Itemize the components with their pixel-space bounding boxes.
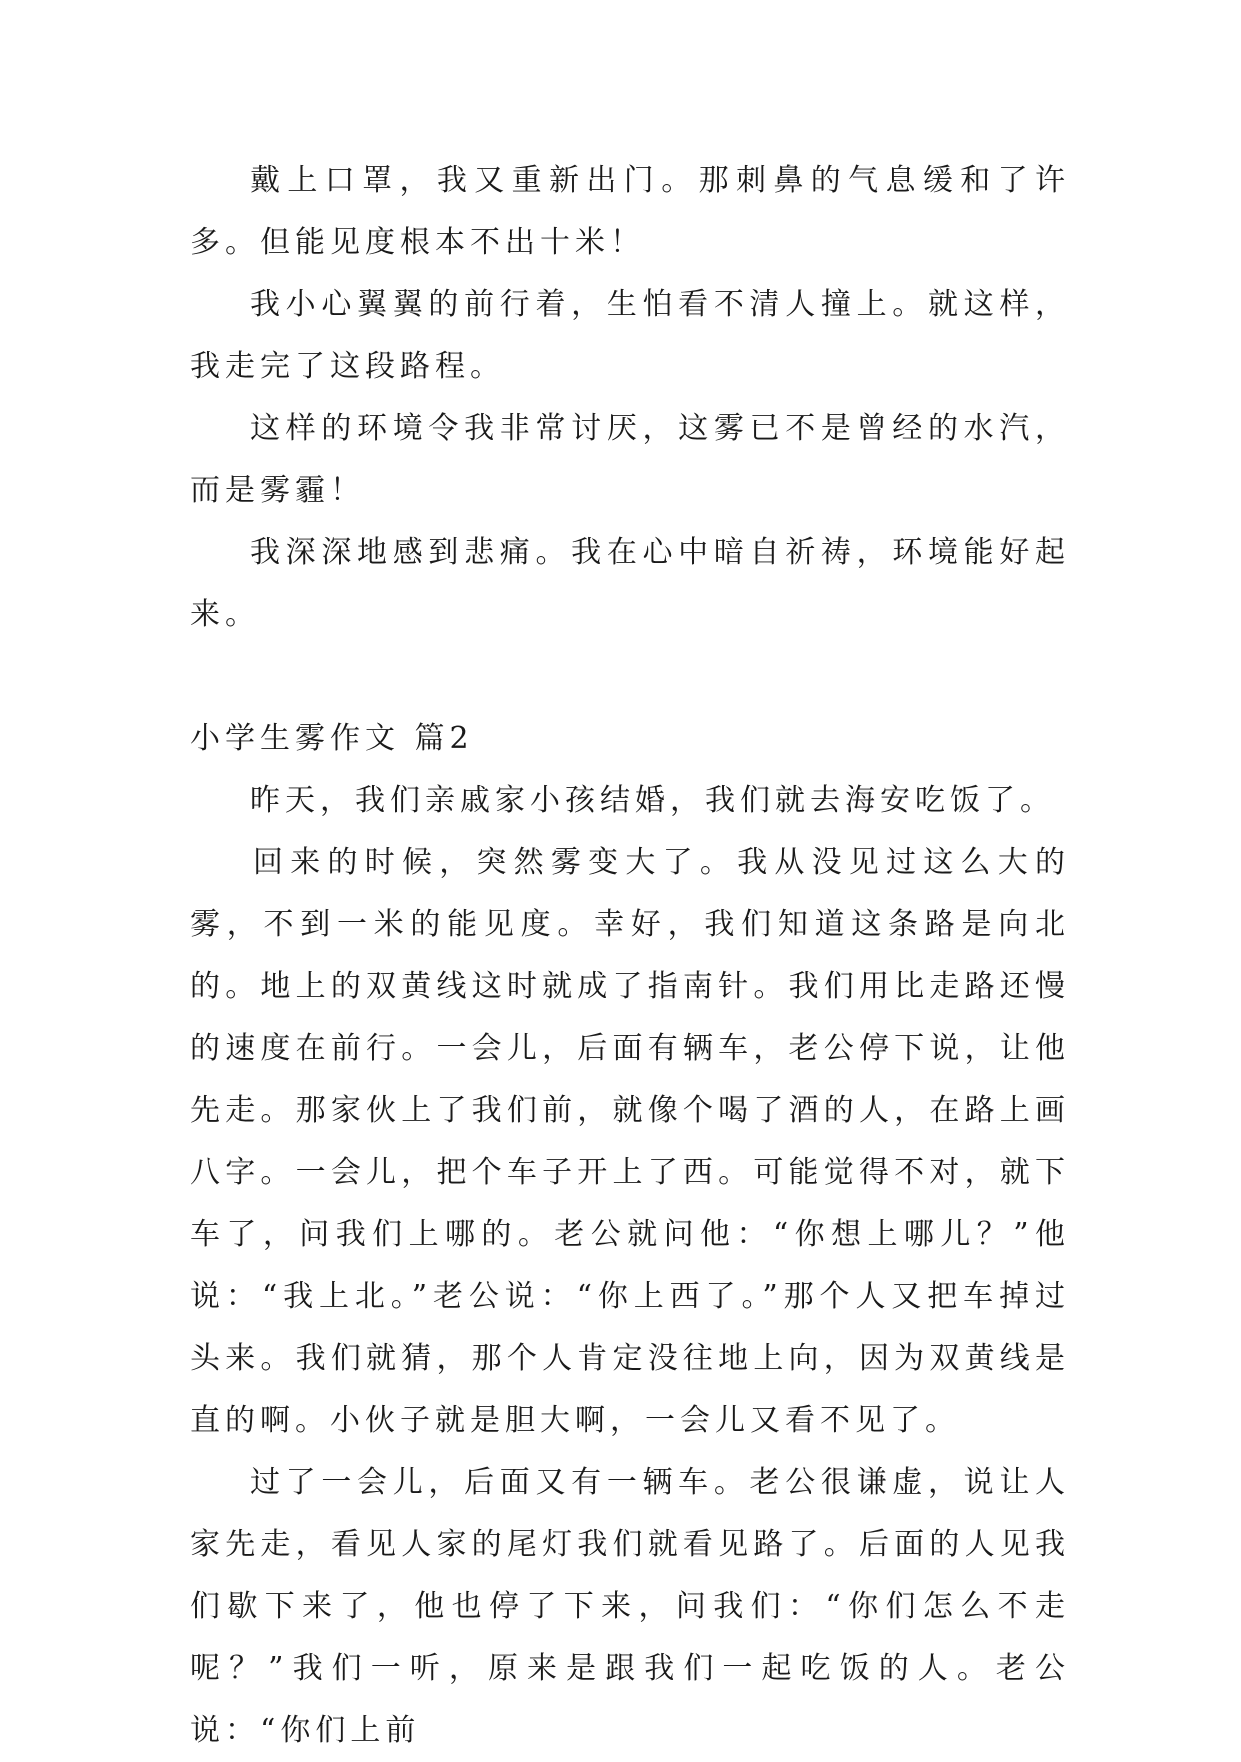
paragraph: 我小心翼翼的前行着，生怕看不清人撞上。就这样，我走完了这段路程。 (190, 287, 1070, 384)
paragraph: 我深深地感到悲痛。我在心中暗自祈祷，环境能好起来。 (190, 535, 1070, 632)
paragraph: 昨天，我们亲戚家小孩结婚，我们就去海安吃饭了。 (250, 783, 1055, 818)
section-heading: 小学生雾作文 篇2 (190, 721, 474, 756)
paragraph: 戴上口罩，我又重新出门。那刺鼻的气息缓和了许多。但能见度根本不出十米！ (190, 163, 1070, 260)
document-page (190, 150, 1070, 1762)
paragraph: 回来的时候，突然雾变大了。我从没见过这么大的雾，不到一米的能见度。幸好，我们知道这条路是向北的。地上的双黄线这时就成了指南针。我们用比走路还慢的速度在前行。一会儿，后面有辆车，老公停下说，让他先走。那家伙上了我们前，就像个喝了酒的人，在路上画八字。一会儿，把个车子开上了西。可能觉得不对，就下车了，问我们上哪的。老公就问他：“你想上哪儿？”他说：“我上北。”老公说：“你上西了。”那个人又把车掉过头来。我们就猜，那个人肯定没往地上向，因为双黄线是直的啊。小伙子就是胆大啊，一会儿又看不见了。 (190, 845, 1070, 1438)
paragraph: 这样的环境令我非常讨厌，这雾已不是曾经的水汽，而是雾霾！ (190, 411, 1070, 508)
paragraph: 过了一会儿，后面又有一辆车。老公很谦虚，说让人家先走，看见人家的尾灯我们就看见路了。后面的人见我们歇下来了，他也停了下来，问我们：“你们怎么不走呢？”我们一听，原来是跟我们一起吃饭的人。老公说：“你们上前 (190, 1465, 1070, 1748)
